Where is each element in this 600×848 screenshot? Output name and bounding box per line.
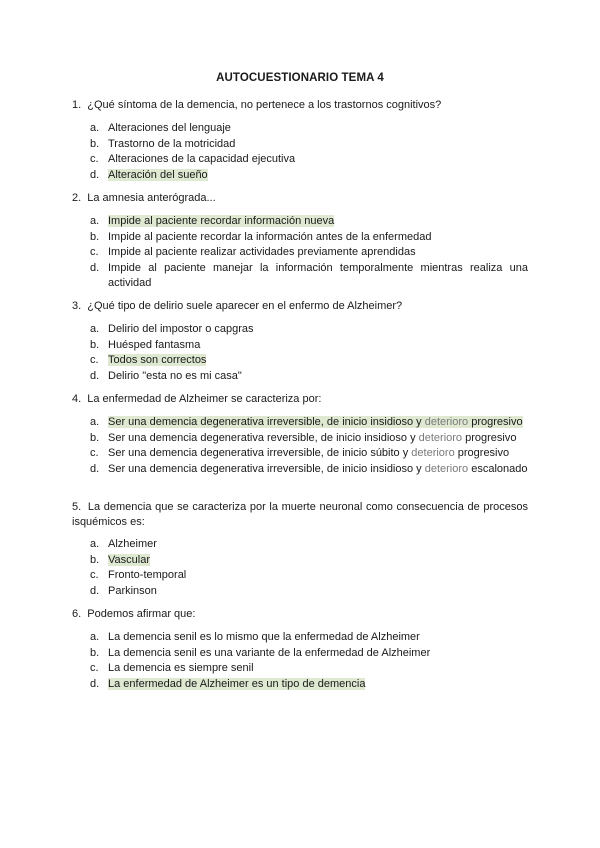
options-4 [90,415,528,477]
question-number: 5. [72,501,82,513]
option-1b: b. Trastorno de la motricidad [90,137,236,150]
option-1d-correct: d. Alteración del sueño [90,168,208,181]
options-5 [90,537,528,599]
question-number: 4. [72,393,82,405]
option-6b: b. La demencia senil es una variante de la enfermedad de Alzheimer [90,646,431,659]
option-3c-correct: c. Todos son correctos [90,354,207,367]
question-4 [72,392,528,407]
question-text: La demencia que se caracteriza por la muerte neuronal como consecuencia de procesos isquémicos es: [72,501,529,528]
question-5 [72,500,528,530]
option-2a-correct: a. Impide al paciente recordar información nueva [90,215,335,227]
question-text: Podemos afirmar que: [87,608,196,620]
question-text: ¿Qué tipo de delirio suele aparecer en el enfermo de Alzheimer? [87,300,403,312]
options-3 [90,322,528,384]
options-2 [90,214,528,292]
question-1 [72,98,528,113]
options-1 [90,121,528,183]
option-5c: c. Fronto-temporal [90,569,187,582]
question-text: ¿Qué síntoma de la demencia, no pertenece a los trastornos cognitivos? [87,99,442,111]
option-3b: b. Huésped fantasma [90,338,201,351]
option-2d: d. Impide al paciente manejar la información temporalmente mientras realiza una actividad [90,261,528,290]
question-6 [72,607,528,622]
option-4c: c. Ser una demencia degenerativa irreversible, de inicio súbito y deterioro progresivo [90,447,510,460]
question-number: 1. [72,99,82,111]
question-text: La amnesia anterógrada... [87,192,216,204]
question-number: 6. [72,608,82,620]
option-3d: d. Delirio "esta no es mi casa" [90,369,242,382]
option-5d: d. Parkinson [90,584,157,597]
page-title: AUTOCUESTIONARIO TEMA 4 [216,72,384,84]
option-3a: a. Delirio del impostor o capgras [90,323,254,335]
option-4b: b. Ser una demencia degenerativa reversible, de inicio insidioso y deterioro progresivo [90,431,517,444]
option-6c: c. La demencia es siempre senil [90,662,254,675]
option-2b: b. Impide al paciente recordar la información antes de la enfermedad [90,230,432,243]
options-6 [90,630,528,692]
question-number: 2. [72,192,82,204]
option-1a: a. Alteraciones del lenguaje [90,122,231,134]
question-3 [72,299,528,314]
option-4d: d. Ser una demencia degenerativa irreversible, de inicio insidioso y deterioro escalonado [90,462,528,475]
question-number: 3. [72,300,82,312]
option-1c: c. Alteraciones de la capacidad ejecutiva [90,153,296,166]
question-2 [72,191,528,206]
option-5a: a. Alzheimer [90,538,157,550]
option-5b-correct: b. Vascular [90,553,150,566]
option-6a: a. La demencia senil es lo mismo que la enfermedad de Alzheimer [90,631,420,643]
option-4a-correct: a. Ser una demencia degenerativa irreversible, de inicio insidioso y deterioro progresivo [90,416,523,428]
question-text: La enfermedad de Alzheimer se caracteriza por: [87,393,322,405]
option-6d-correct: d. La enfermedad de Alzheimer es un tipo de demencia [90,677,366,690]
option-2c: c. Impide al paciente realizar actividades previamente aprendidas [90,246,416,259]
